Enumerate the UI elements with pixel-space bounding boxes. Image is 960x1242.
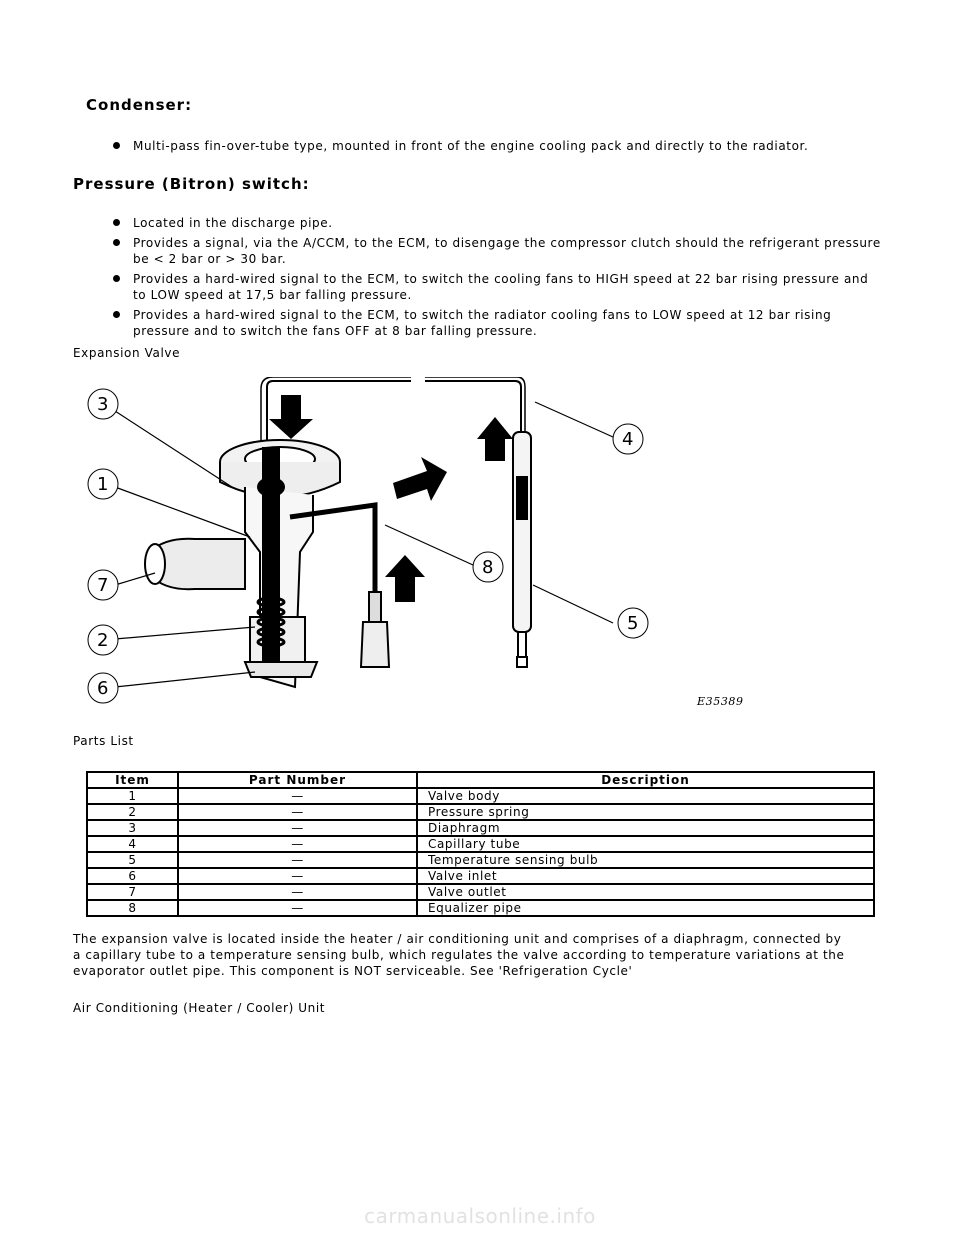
table-row	[87, 900, 874, 916]
next-section-heading: Air Conditioning (Heater / Cooler) Unit	[73, 1001, 326, 1015]
cell-description: Diaphragm	[417, 820, 874, 836]
cell-item: 4	[87, 836, 178, 852]
callout-label: 3	[96, 394, 110, 415]
cell-part-number: —	[178, 852, 417, 868]
cell-item: 8	[87, 900, 178, 916]
table-row	[87, 836, 874, 852]
cell-part-number: —	[178, 836, 417, 852]
table-row	[87, 868, 874, 884]
callout-label: 2	[96, 630, 110, 651]
list-item: Provides a signal, via the A/CCM, to the ECM, to disengage the compressor clutch should the refrigerant pressure be < 2 bar or > 30 bar.	[111, 235, 881, 267]
callout-label: 4	[621, 429, 635, 450]
cell-item: 5	[87, 852, 178, 868]
table-row	[87, 820, 874, 836]
column-header-part-number: Part Number	[178, 772, 417, 788]
pressure-switch-heading: Pressure (Bitron) switch:	[73, 175, 310, 193]
list-item: Located in the discharge pipe.	[111, 215, 881, 231]
expansion-valve-figure	[85, 377, 745, 710]
expansion-valve-description: The expansion valve is located inside the heater / air conditioning unit and comprises of a diaphragm, connected by a capillary tube to a temperature sensing bulb, which regulates the valve according to temperature variations at the evaporator outlet pipe. This component is NOT serviceable. See 'Refrigeration Cycle'	[73, 932, 845, 978]
column-header-description: Description	[417, 772, 874, 788]
callout-label: 6	[96, 678, 110, 699]
cell-item: 3	[87, 820, 178, 836]
table-row	[87, 884, 874, 900]
cell-item: 1	[87, 788, 178, 804]
parts-table-body	[87, 788, 874, 916]
table-row	[87, 852, 874, 868]
condenser-bullets	[111, 138, 871, 158]
parts-table	[86, 771, 875, 917]
list-item: Provides a hard-wired signal to the ECM, to switch the radiator cooling fans to LOW speed at 12 bar rising pressure and to switch the fans OFF at 8 bar falling pressure.	[111, 307, 881, 339]
list-item: Multi-pass fin-over-tube type, mounted in front of the engine cooling pack and directly to the radiator.	[111, 138, 871, 154]
cell-part-number: —	[178, 820, 417, 836]
cell-part-number: —	[178, 900, 417, 916]
pressure-switch-bullets	[111, 215, 881, 343]
cell-item: 6	[87, 868, 178, 884]
cell-part-number: —	[178, 884, 417, 900]
callout-label: 1	[96, 474, 110, 495]
cell-part-number: —	[178, 868, 417, 884]
cell-part-number: —	[178, 788, 417, 804]
callout-label: 8	[481, 557, 495, 578]
cell-description: Valve inlet	[417, 868, 874, 884]
table-row	[87, 804, 874, 820]
column-header-item: Item	[87, 772, 178, 788]
condenser-heading: Condenser:	[86, 96, 193, 114]
callout-label: 5	[626, 613, 640, 634]
cell-part-number: —	[178, 804, 417, 820]
cell-description: Temperature sensing bulb	[417, 852, 874, 868]
cell-description: Valve outlet	[417, 884, 874, 900]
figure-caption: Expansion Valve	[73, 346, 181, 360]
cell-description: Equalizer pipe	[417, 900, 874, 916]
parts-list-caption: Parts List	[73, 734, 134, 748]
cell-description: Valve body	[417, 788, 874, 804]
table-header-row	[87, 772, 874, 788]
cell-item: 7	[87, 884, 178, 900]
cell-description: Capillary tube	[417, 836, 874, 852]
cell-description: Pressure spring	[417, 804, 874, 820]
list-item: Provides a hard-wired signal to the ECM, to switch the cooling fans to HIGH speed at 22 bar rising pressure and to LOW speed at 17,5 bar falling pressure.	[111, 271, 881, 303]
cell-item: 2	[87, 804, 178, 820]
callout-label: 7	[96, 575, 110, 596]
table-row	[87, 788, 874, 804]
figure-ref-code: E35389	[697, 695, 744, 708]
watermark: carmanualsonline.info	[364, 1204, 596, 1228]
